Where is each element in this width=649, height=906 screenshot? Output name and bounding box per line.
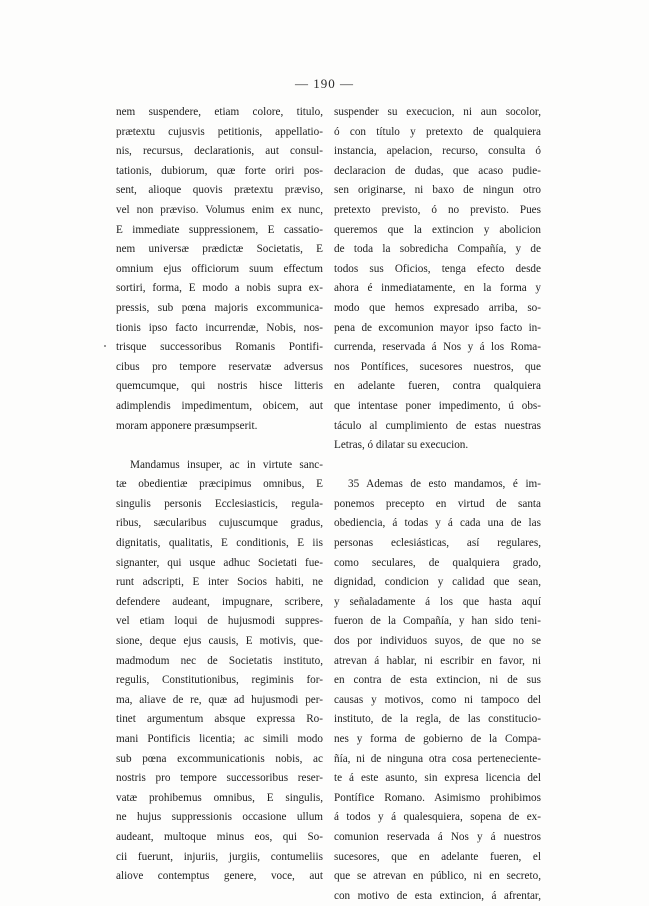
text-line: 35 Ademas de esto mandamos, é im- (348, 478, 541, 491)
text-line: nem universæ prædictæ Societatis, E (116, 243, 323, 256)
text-line: te á este asunto, sin expresa licencia del (334, 772, 541, 785)
text-line: defendere audeant, impugnare, scribere, (116, 595, 323, 608)
text-line: en contra de esta extincion, ni de sus (334, 674, 541, 687)
text-line: moram apponere præsumpserit. (116, 419, 258, 432)
text-line: Pontífice Romano. Asimismo prohibimos (334, 791, 541, 804)
text-line: sione, deque ejus causis, E motivis, que- (116, 635, 323, 648)
text-line: nos Pontífices, sucesores nuestros, que (334, 360, 541, 373)
text-line: instancia, apelacion, recurso, consulta ó (334, 145, 541, 158)
text-line: fueron de la Compañía, y han sido teni- (334, 615, 541, 628)
text-line: runt adscripti, E inter Socios habiti, ne (116, 576, 323, 589)
text-line: suspender su execucion, ni aun socolor, (334, 106, 541, 118)
margin-mark (104, 345, 106, 347)
text-line: en adelante fueren, contra qualquiera (334, 380, 541, 393)
text-line: dignidad, condicion y calidad que sean, (334, 576, 541, 589)
text-line: ribus, sæcularibus cujuscumque gradus, (116, 517, 323, 530)
text-line: omnium ejus officiorum suum effectum (116, 262, 323, 275)
text-line: instituto, de la regla, de las constitucio- (334, 713, 541, 726)
text-line: adimplendis impedimentum, obicem, aut (116, 399, 323, 412)
text-line: nem suspendere, etiam colore, titulo, (116, 106, 323, 118)
text-line: audeant, multoque minus eos, qui So- (116, 830, 323, 843)
text-line: dos por individuos suyos, de que no se (334, 635, 541, 648)
text-line: singulis personis Ecclesiasticis, regula- (116, 497, 323, 510)
text-line: como seculares, de qualquiera grado, (334, 556, 541, 569)
text-line: tionis ipso facto incurrendæ, Nobis, nos- (116, 321, 323, 334)
latin-column (116, 103, 323, 887)
text-line: de toda la sobredicha Compañía, y de (334, 243, 541, 256)
text-line: nes y forma de gobierno de la Compa- (334, 733, 541, 745)
text-line: regulis, Constitutionibus, regiminis for- (116, 674, 323, 687)
text-line: madmodum nec de Societatis instituto, (116, 654, 323, 667)
text-line: cibus pro tempore reservatæ adversus (116, 360, 323, 373)
text-line: personas eclesiásticas, así regulares, (334, 537, 541, 550)
text-line: dignitatis, qualitatis, E conditionis, E iis (116, 537, 323, 550)
text-line: que intentase poner impedimento, ú obs- (334, 399, 541, 412)
text-line: Letras, ó dilatar su execucion. (334, 439, 469, 452)
text-line: vatæ prohibemus omnibus, E singulis, (116, 791, 323, 804)
text-line: pressis, sub pœna majoris excommunica- (116, 301, 323, 314)
text-line: causas y motivos, como ni tampoco del (334, 693, 541, 706)
text-line: trisque successoribus Romanis Pontifi- (116, 341, 323, 354)
text-line: Mandamus insuper, ac in virtute sanc- (130, 458, 323, 471)
text-line: comunion reservada á Nos y á nuestros (334, 830, 541, 843)
text-line: nis, recursus, declarationis, aut consul- (116, 145, 323, 158)
text-line: mani Pontificis licentia; ac simili modo (116, 733, 323, 745)
text-line: aliove contemptus genere, voce, aut (116, 870, 323, 883)
page-number: — 190 — (295, 76, 354, 91)
text-line: tæ obedientiæ præcipimus omnibus, E (116, 478, 323, 491)
text-line: sucesores, que en adelante fueren, el (334, 850, 541, 863)
latin-paragraph-2 (116, 456, 323, 887)
text-line: tinet argumentum absque expressa Ro- (116, 713, 323, 726)
spanish-column (334, 103, 541, 906)
text-line: ponemos precepto en virtud de santa (334, 497, 541, 510)
text-line: á todos y á qualesquiera, sopena de ex- (334, 811, 541, 824)
text-line: modo que hemos expresado arriba, so- (334, 301, 541, 314)
text-line: ñía, ni de ninguna otra cosa perteneciente- (334, 752, 541, 765)
text-line: ó con título y pretexto de qualquiera (334, 125, 541, 138)
text-line: sent, alioque quovis prætextu præviso, (116, 184, 323, 197)
spanish-paragraph-2 (334, 475, 541, 906)
text-line: quemcumque, qui nostris hisce litteris (116, 380, 323, 393)
text-line: táculo al cumplimiento de estas nuestras (334, 419, 541, 432)
text-line: todos sus Oficios, tenga efecto desde (334, 262, 541, 275)
text-line: que se atrevan en público, ni en secreto, (334, 870, 541, 883)
text-line: ma, aliave de re, quæ ad hujusmodi per- (116, 693, 323, 706)
text-line: ahora é inmediatamente, en la forma y (334, 282, 541, 295)
text-line: cii fuerunt, injuriis, jurgiis, contumeliis (116, 850, 323, 863)
text-line: pena de excomunion mayor ipso facto in- (334, 321, 541, 334)
text-line: E immediate suppressionem, E cassatio- (116, 223, 323, 236)
text-line: declaracion de dudas, que acaso pudie- (334, 164, 541, 177)
text-line: currenda, reservada á Nos y á los Roma- (334, 341, 541, 354)
text-line: sortiri, forma, E modo a nobis supra ex- (116, 282, 323, 295)
text-line: prætextu cujusvis petitionis, appellatio- (116, 125, 323, 138)
text-line: y señaladamente á los que hasta aquí (334, 595, 541, 608)
text-line: sen originarse, ni baxo de ningun otro (334, 184, 541, 197)
text-line: tationis, dubiorum, quæ forte oriri pos- (116, 164, 323, 177)
text-line: obediencia, á todas y á cada una de las (334, 517, 541, 530)
text-line: signanter, qui usque adhuc Societati fue- (116, 556, 323, 569)
text-line: vel non præviso. Volumus enim ex nunc, (116, 203, 323, 216)
text-line: queremos que la extincion y abolicion (334, 223, 541, 236)
text-line: atrevan á hablar, ni escribir en favor, ni (334, 654, 541, 667)
text-line: con motivo de esta extincion, á afrentar, (334, 889, 541, 902)
paragraph-gap (334, 456, 541, 476)
spanish-paragraph-1 (334, 103, 541, 456)
latin-paragraph-1 (116, 103, 323, 436)
text-line: nostris pro tempore successoribus reser- (116, 772, 323, 785)
text-line: vel etiam loqui de hujusmodi suppres- (116, 615, 323, 628)
paragraph-gap (116, 436, 323, 456)
text-line: pretexto previsto, ó no previsto. Pues (334, 203, 541, 216)
text-line: ne hujus suppressionis occasione ullum (116, 811, 323, 824)
text-line: sub pœna excommunicationis nobis, ac (116, 752, 323, 765)
